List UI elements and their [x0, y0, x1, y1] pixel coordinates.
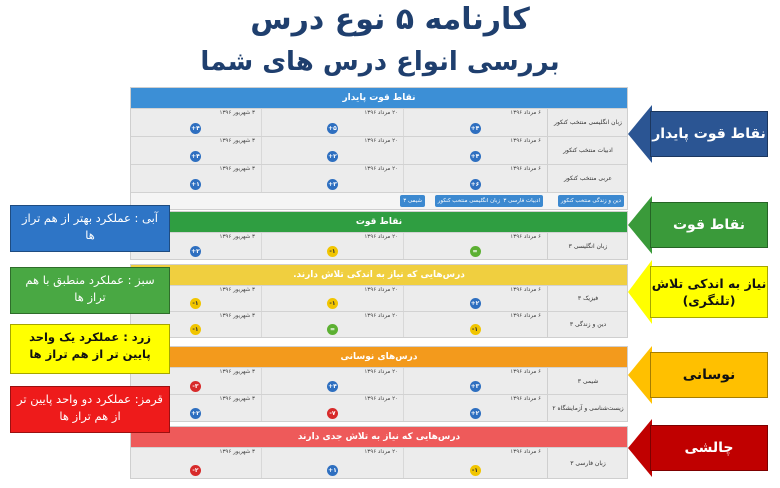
subject-label: زبان انگلیسی ۳ — [547, 233, 628, 259]
section-header-effort: درس‌هایی که نیاز به اندکی تلاش دارند. — [131, 265, 627, 285]
exam-date: ۳ شهریور ۱۳۹۶ — [219, 234, 255, 240]
exam-date: ۶ مرداد ۱۳۹۶ — [510, 138, 541, 144]
panel-stable-strengths — [130, 87, 628, 210]
table-row — [131, 232, 627, 259]
subject-label: زبان انگلیسی منتخب کنکور — [547, 109, 628, 136]
arrow-tip — [628, 260, 652, 324]
exam-cell — [403, 368, 547, 394]
arrow-strengths — [628, 202, 768, 248]
score-badge-blue[interactable]: +۲ — [470, 410, 480, 417]
exam-cell — [261, 233, 404, 259]
subject-label: دین و زندگی ۳ — [547, 312, 628, 337]
table-row — [131, 447, 627, 478]
score-badge-blue[interactable]: +۴ — [191, 125, 200, 132]
exam-cell — [403, 165, 547, 192]
arrow-tip — [628, 105, 652, 163]
rows-strength — [131, 232, 627, 259]
exam-date: ۶ مرداد ۱۳۹۶ — [510, 396, 541, 402]
exam-date: ۳ شهریور ۱۳۹۶ — [219, 138, 255, 144]
legend-yellow: زرد : عملکرد یک واحد پایین تر از هم تراز ها — [10, 324, 170, 374]
exam-cell — [403, 448, 547, 478]
score-badge-blue[interactable]: +۲ — [191, 248, 200, 255]
arrow-tip — [628, 419, 652, 477]
score-badge-blue[interactable]: +۲ — [328, 153, 337, 160]
panel-challenging — [130, 426, 628, 479]
table-row — [131, 285, 627, 311]
exam-cell — [403, 137, 547, 164]
exam-date: ۳ شهریور ۱۳۹۶ — [219, 287, 255, 293]
exam-cell — [261, 286, 404, 311]
panel-need-effort — [130, 264, 628, 338]
exam-cell — [261, 165, 404, 192]
exam-cell — [261, 312, 404, 337]
exam-date: ۶ مرداد ۱۳۹۶ — [510, 369, 541, 375]
score-badge-green[interactable]: = — [470, 246, 481, 257]
exam-cell — [403, 109, 547, 136]
arrow-challenging — [628, 425, 768, 471]
exam-cell — [261, 109, 404, 136]
exam-cell — [131, 448, 261, 478]
exam-date: ۲۰ مرداد ۱۳۹۶ — [364, 234, 398, 240]
exam-date: ۶ مرداد ۱۳۹۶ — [510, 287, 541, 293]
exam-date: ۳ شهریور ۱۳۹۶ — [219, 369, 255, 375]
table-row — [131, 136, 627, 164]
arrow-label-effort: نیاز به اندکی تلاش (تلنگری) — [650, 266, 768, 318]
exam-cell — [261, 368, 404, 394]
score-badge-blue[interactable]: +۱ — [328, 467, 337, 474]
arrow-label-stable: نقاط قوت پایدار — [650, 111, 768, 157]
score-badge-blue[interactable]: +۴ — [470, 153, 480, 160]
arrow-label-challenging: چالشی — [650, 425, 768, 471]
subject-label: زیست‌شناسی و آزمایشگاه ۲ — [547, 395, 628, 421]
score-badge-yellow[interactable]: -۱ — [327, 298, 338, 309]
arrow-fluctuating — [628, 352, 768, 398]
score-badge-yellow[interactable]: -۱ — [190, 324, 201, 335]
arrow-tip — [628, 346, 652, 404]
exam-date: ۶ مرداد ۱۳۹۶ — [510, 234, 541, 240]
score-badge-red[interactable]: -۲ — [190, 465, 201, 476]
exam-date: ۳ شهریور ۱۳۹۶ — [219, 166, 255, 172]
score-badge-yellow[interactable]: -۱ — [327, 246, 338, 257]
legend-blue: آبی : عملکرد بهتر از هم تراز ها — [10, 205, 170, 252]
exam-date: ۲۰ مرداد ۱۳۹۶ — [364, 110, 398, 116]
rows-stable — [131, 108, 627, 192]
score-badge-blue[interactable]: +۴ — [328, 383, 337, 390]
exam-date: ۲۰ مرداد ۱۳۹۶ — [364, 313, 398, 319]
exam-date: ۶ مرداد ۱۳۹۶ — [510, 313, 541, 319]
exam-date: ۳ شهریور ۱۳۹۶ — [219, 396, 255, 402]
panel-strengths — [130, 211, 628, 260]
exam-date: ۳ شهریور ۱۳۹۶ — [219, 110, 255, 116]
exam-date: ۳ شهریور ۱۳۹۶ — [219, 313, 255, 319]
arrow-need-effort — [628, 266, 768, 318]
exam-date: ۶ مرداد ۱۳۹۶ — [510, 166, 541, 172]
section-header-fluctuating: درس‌های نوسانی — [131, 347, 627, 367]
rows-challenging — [131, 447, 627, 478]
exam-date: ۲۰ مرداد ۱۳۹۶ — [364, 449, 398, 455]
arrow-stable-strengths — [628, 111, 768, 157]
panel-fluctuating — [130, 346, 628, 422]
exam-date: ۶ مرداد ۱۳۹۶ — [510, 110, 541, 116]
table-row — [131, 311, 627, 337]
score-badge-yellow[interactable]: -۱ — [470, 465, 481, 476]
exam-cell — [131, 165, 261, 192]
chip-literature[interactable]: ادبیات فارسی ۳ — [500, 195, 543, 207]
section-header-challenging: درس‌هایی که نیاز به تلاش جدی دارند — [131, 427, 627, 447]
score-badge-yellow[interactable]: -۱ — [470, 324, 481, 335]
table-row — [131, 164, 627, 192]
subject-label: ادبیات منتخب کنکور — [547, 137, 628, 164]
score-badge-blue[interactable]: +۴ — [470, 125, 480, 132]
section-header-strength: نقاط قوت — [131, 212, 627, 232]
score-badge-blue[interactable]: +۲ — [470, 300, 480, 307]
chip-chemistry[interactable]: شیمی ۳ — [400, 195, 425, 207]
exam-cell — [403, 286, 547, 311]
legend-green: سبز : عملکرد منطبق با هم تراز ها — [10, 267, 170, 314]
subject-label: زبان فارسی ۳ — [547, 448, 628, 478]
score-badge-green[interactable]: = — [327, 324, 338, 335]
score-badge-blue[interactable]: +۱ — [191, 181, 200, 188]
rows-fluctuating — [131, 367, 627, 421]
chip-english[interactable]: زبان انگلیسی منتخب کنکور — [435, 195, 503, 207]
exam-date: ۶ مرداد ۱۳۹۶ — [510, 449, 541, 455]
table-row — [131, 367, 627, 394]
exam-date: ۲۰ مرداد ۱۳۹۶ — [364, 396, 398, 402]
exam-date: ۲۰ مرداد ۱۳۹۶ — [364, 369, 398, 375]
score-badge-red[interactable]: -۳ — [190, 381, 201, 392]
legend-red: قرمز: عملکرد دو واحد پایین تر از هم تراز ها — [10, 386, 170, 433]
exam-cell — [403, 395, 547, 421]
chip-religion[interactable]: دین و زندگی منتخب کنکور — [558, 195, 624, 207]
score-badge-red[interactable]: -۷ — [327, 408, 338, 419]
exam-cell — [261, 395, 404, 421]
score-badge-blue[interactable]: +۶ — [470, 181, 480, 188]
score-badge-yellow[interactable]: -۱ — [190, 298, 201, 309]
exam-date: ۲۰ مرداد ۱۳۹۶ — [364, 287, 398, 293]
arrow-label-strength: نقاط قوت — [650, 202, 768, 248]
subject-label: شیمی ۳ — [547, 368, 628, 394]
rows-effort — [131, 285, 627, 337]
arrow-tip — [628, 196, 652, 254]
page-subtitle: بررسی انواع درس های شما — [200, 47, 560, 77]
exam-date: ۲۰ مرداد ۱۳۹۶ — [364, 166, 398, 172]
exam-cell — [261, 137, 404, 164]
score-badge-blue[interactable]: +۵ — [328, 125, 337, 132]
exam-date: ۲۰ مرداد ۱۳۹۶ — [364, 138, 398, 144]
score-badge-blue[interactable]: +۳ — [328, 181, 337, 188]
exam-cell — [403, 233, 547, 259]
subject-label: عربی منتخب کنکور — [547, 165, 628, 192]
section-header-stable: نقاط قوت پایدار — [131, 88, 627, 108]
score-badge-blue[interactable]: +۳ — [470, 383, 480, 390]
exam-cell — [261, 448, 404, 478]
score-badge-blue[interactable]: +۲ — [191, 410, 200, 417]
arrow-label-fluctuating: نوسانی — [650, 352, 768, 398]
exam-cell — [131, 109, 261, 136]
table-row — [131, 394, 627, 421]
page-title: کارنامه ۵ نوع درس — [250, 2, 530, 37]
exam-cell — [131, 137, 261, 164]
subject-label: فیزیک ۳ — [547, 286, 628, 311]
table-row — [131, 108, 627, 136]
score-badge-blue[interactable]: +۴ — [191, 153, 200, 160]
chips-bar — [131, 192, 627, 209]
exam-cell — [403, 312, 547, 337]
exam-date: ۳ شهریور ۱۳۹۶ — [219, 449, 255, 455]
